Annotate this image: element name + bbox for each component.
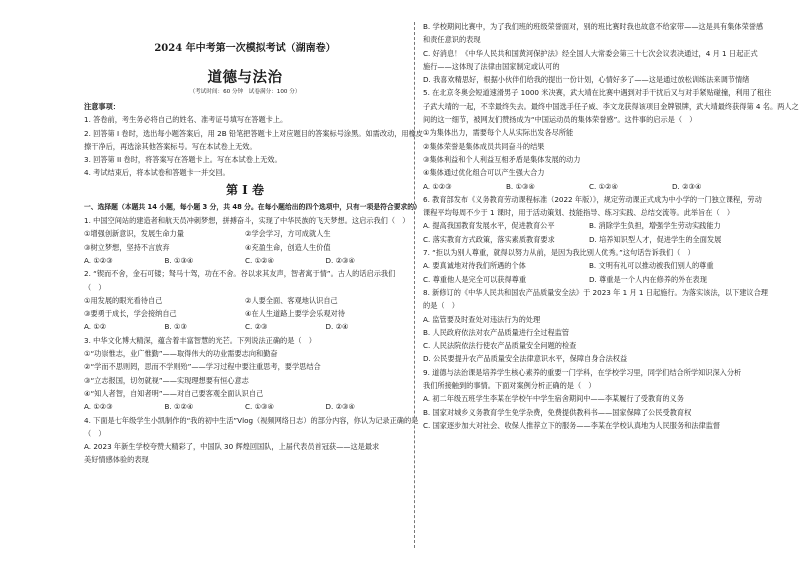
statement-option: ③树立梦想，坚持不言放弃 xyxy=(84,242,170,252)
answer-choice: A. 提高我国教育发展水平，促进教育公平 xyxy=(423,221,555,231)
question-stem: 1. 中国空间站的建造者和航天员冲刺梦想，拼搏奋斗，实现了中华民族的飞天梦想。这启示我们（ ） xyxy=(84,216,410,226)
notice-line: 4. 考试结束后，将本试卷和答题卡一并交回。 xyxy=(84,168,230,178)
answer-choice: D. ②④ xyxy=(325,322,349,332)
statement-option: ④集体通过优化组合可以产生强大合力 xyxy=(423,168,545,178)
answer-choice: D. 公民要提升农产品质量安全法律意识水平，保障自身合法权益 xyxy=(423,354,628,364)
question-stem: 7. “拒以为别人尊重，就得以努力从前，是因为我比别人优秀。”这句话告诉我们（ ） xyxy=(423,248,695,258)
text-line: 和责任意识的表现 xyxy=(423,35,481,45)
statement-option: ①用发展的眼光看待自己 xyxy=(84,295,163,305)
question-stem: 8. 新修订的《中华人民共和国农产品质量安全法》于 2023 年 1 月 1 日起施行。为落实该法，以下建议合理 xyxy=(423,287,768,297)
statement-option: ②“学而不思则罔，思而不学则殆”——学习过程中要注重思考，要学思结合 xyxy=(84,362,321,372)
statement-option: ②集体荣誉是集体成员共同奋斗的结果 xyxy=(423,141,545,151)
notice-line: 3. 回答第 II 卷时，将答案写在答题卡上。写在本试卷上无效。 xyxy=(84,155,282,165)
text-line: C. 好消息！《中华人民共和国黄河保护法》经全国人大常委会第三十七次会议表决通过，4 月 1 日起正式 xyxy=(423,48,758,58)
answer-choice: B. ①③ xyxy=(164,322,187,332)
question-stem: 9. 道德与法治课是培养学生核心素养的重要一门学科，在学校学习里，同学们结合所学知识深入分析 xyxy=(423,367,742,377)
exam-time-info: （考试时间：60 分钟 试卷满分：100 分） xyxy=(189,89,301,95)
question-3 xyxy=(84,334,406,414)
answer-choice: A. ①②③ xyxy=(84,402,113,412)
text-line: 间的这一细节，被网友们赞扬成为“中国运动员的集体荣誉感”。这件事的启示是（ ） xyxy=(423,115,697,125)
answer-choice: C. ①②④ xyxy=(589,181,618,191)
answer-choice: C. 尊重他人是完全可以获得尊重 xyxy=(423,274,527,284)
statement-option: ①为集体出力，需要每个人从实际出发各尽所能 xyxy=(423,128,574,138)
text-line: B. 学校期间比赛中，为了我们班的班级荣誉面对，别的班比赛时我也故意不给家带——这是具有集体荣誉感 xyxy=(423,22,764,31)
answer-choice: C. ②③ xyxy=(245,322,268,332)
answer-choice: B. ①③④ xyxy=(164,255,194,265)
statement-option: ③“立志报国，切勿就视”——实现理想要有恒心意志 xyxy=(84,375,249,385)
answer-choice: B. 消除学生负担，增强学生劳动实践能力 xyxy=(589,221,721,231)
question-4 xyxy=(84,414,419,467)
answer-choice: C. ①③④ xyxy=(245,402,274,412)
answer-choice: C. 人民法院依法行使农产品质量安全问题的检查 xyxy=(423,341,577,351)
answer-choice: B. 国家对城乡义务教育学生免学杂费，免费提供教科书——国家保障了公民受教育权 xyxy=(423,407,692,417)
answer-choice: C. 落实教育方式政策，落实素质教育要求 xyxy=(423,234,555,244)
answer-choice: B. ①②④ xyxy=(164,402,194,412)
question-stem-cont: （ ） xyxy=(84,282,106,292)
answer-choice: C. 国家逐步加大对社会、收保人推荐立下的服务——李某在学校认真地为人民服务和法律监督 xyxy=(423,420,721,430)
answer-choice: C. ①②④ xyxy=(245,255,274,265)
text-line: 课程平均每周不少于 1 课时，用于活动策划、技能指导、练习实践、总结交流等。此举旨在（ ） xyxy=(423,208,735,218)
answer-choice: D. ②③④ xyxy=(672,181,702,191)
text-line: 的是（ ） xyxy=(423,301,459,311)
answer-choice: D. ②③④ xyxy=(325,402,355,412)
answer-choice-cont: 美好情感体验的表现 xyxy=(84,455,149,465)
statement-option: ②学会学习，方可成就人生 xyxy=(245,229,331,239)
text-line: 子武大靖的一起，不幸最终失去。最终中国选手任子威、李文龙获得该项目金牌银牌，武大靖最终获得第 4 名。两人之 xyxy=(423,101,799,111)
question-stem: 3. 中华文化博大精深，蕴含着丰富智慧的光芒。下列说法正确的是（ ） xyxy=(84,335,316,345)
answer-choice: A. 要真诚地对待我们所遇的个体 xyxy=(423,261,526,271)
notice-line: 1. 答卷前，考生务必将自己的姓名、准考证号填写在答题卡上。 xyxy=(84,115,288,125)
part-one-title: 第 I 卷 xyxy=(226,182,264,197)
section-heading: 一、选择题（本题共 14 小题，每小题 3 分，共 48 分。在每小题给出的四个选项中，只有一项是符合要求的） xyxy=(84,202,421,211)
notice-line: 擦干净后，再选涂其他答案标号。写在本试卷上无效。 xyxy=(84,141,257,151)
statement-option: ③要勇于成长，学会接纳自己 xyxy=(84,309,177,319)
answer-choice: A. ①② xyxy=(84,322,107,332)
question-1 xyxy=(84,214,410,267)
answer-choice: B. ①③④ xyxy=(506,181,535,191)
statement-option: ②人要全面、客观地认识自己 xyxy=(245,295,338,305)
question-stem: 5. 在北京冬奥会短道速滑男子 1000 米决赛，武大靖在比赛中遇到对手干扰后又与对手紧贴碰撞，利用了租往 xyxy=(423,88,772,98)
answer-choice: B. 人民政府依法对农产品质量进行全过程监管 xyxy=(423,327,570,337)
answer-choice: A. ①②③ xyxy=(84,255,113,265)
subject-title: 道德与法治 xyxy=(207,69,283,86)
question-2 xyxy=(84,267,406,333)
column-divider xyxy=(414,22,415,548)
answer-choice: B. 文明有礼可以推动被我们别人的尊重 xyxy=(589,261,714,271)
question-stem: 4. 下面是七年级学生小凯制作的“我的初中生活”Vlog（视频网络日志）的部分内容，你认为记录正确的是 xyxy=(84,415,419,425)
question-stem: 2. “锲而不舍，金石可镂；驽马十驾，功在不舍。谷以求其友声，智者寓于情”。古人的话启示我们 xyxy=(84,269,396,279)
statement-option: ③集体利益和个人利益互相矛盾是集体发展的动力 xyxy=(423,154,581,164)
question-stem-cont: （ ） xyxy=(84,428,106,438)
answer-choice: D. ②③④ xyxy=(325,255,355,265)
left-column xyxy=(84,20,423,467)
statement-option: ④“知人者智，自知者明”——对自己要客观全面认识自己 xyxy=(84,388,264,398)
statement-option: ④充盈生命，创造人生价值 xyxy=(245,242,331,252)
notice-heading: 注意事项： xyxy=(84,102,120,111)
answer-choice: A. 2023 年新生学校夸赞大精彩了，中国队 30 辉煌回国队，上届代表员首冠获——这是最求 xyxy=(84,442,380,452)
statement-option: ④在人生道路上要学会乐观对待 xyxy=(245,309,345,319)
statement-option: ①增强创新意识，发展生命力量 xyxy=(84,229,184,239)
right-column xyxy=(423,20,799,432)
answer-choice: A. 初二年级五班学生李某在学校午中学生宿舍期间中——李某履行了受教育的义务 xyxy=(423,394,684,404)
question-stem: 6. 教育部发布《义务教育劳动课程标准（2022 年版）》，规定劳动课正式成为中小学的一门独立课程，劳动 xyxy=(423,194,762,204)
exam-title: 2024 年中考第一次模拟考试（湖南卷） xyxy=(154,43,336,54)
text-line: 施行——这体现了法律由国家制定或认可的 xyxy=(423,61,560,71)
answer-choice: A. ①②③ xyxy=(423,181,452,191)
statement-option: ①“功崇惟志，业广惟勤”——取得伟大的功业需要志向和勤奋 xyxy=(84,349,278,359)
notice-line: 2. 回答第 I 卷时，选出每小题答案后，用 2B 铅笔把答题卡上对应题目的答案标号涂黑。如需改动，用橡皮 xyxy=(84,128,423,138)
answer-choice: D. 尊重是一个人内在修养的外在表现 xyxy=(589,274,707,284)
answer-choice: A. 监管要及时查处对违法行为的处理 xyxy=(423,314,541,324)
answer-choice: D. 培养知识型人才，促进学生的全面发展 xyxy=(589,234,722,244)
text-line: D. 我喜欢精思好，根据小伙伴们给我的提出一份计划，心情好多了——这是通过放松训练法来调节情绪 xyxy=(423,75,750,85)
text-line: 我们所接触到的事情。下面对案例分析正确的是（ ） xyxy=(423,381,596,391)
